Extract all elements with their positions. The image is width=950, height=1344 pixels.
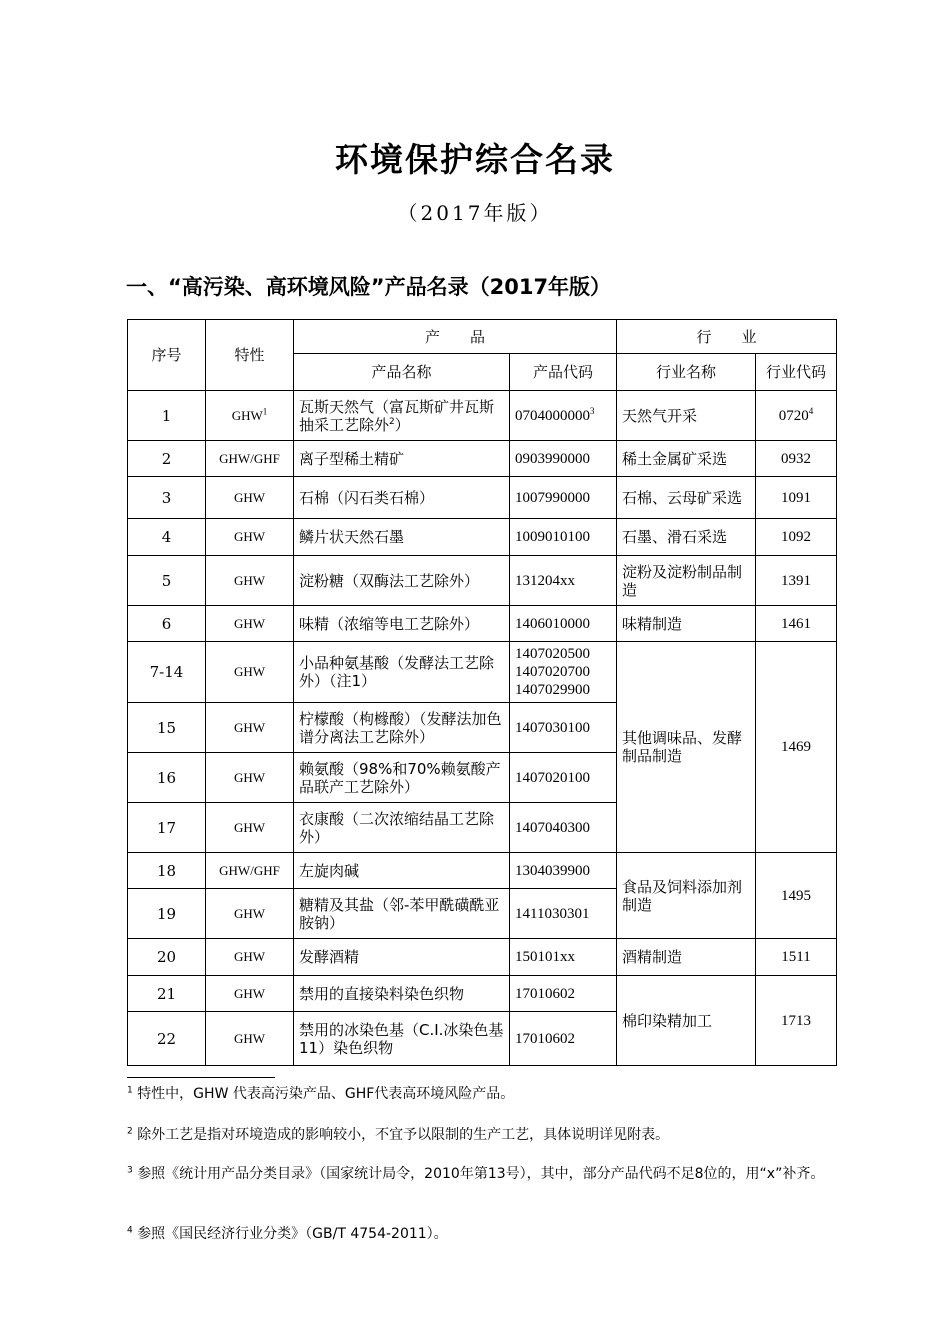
product-table [127,319,837,1066]
table-row [128,976,837,1012]
cell-industry-name: 石墨、滑石采选 [617,519,756,556]
page-title: 环境保护综合名录 [335,140,615,179]
cell-product-name: 禁用的冰染色基（C.I.冰染色基11）染色织物 [294,1012,510,1066]
cell-product-code: 17010602 [510,1012,617,1066]
cell-industry-name-merged: 食品及饲料添加剂制造 [617,853,756,939]
cell-product-name: 离子型稀土精矿 [294,441,510,477]
cell-product-code: 1407030100 [510,703,617,753]
cell-product-code: 1007990000 [510,477,617,519]
cell-seq: 17 [128,803,206,853]
cell-seq: 18 [128,853,206,889]
header-product: 产 品 [294,320,617,354]
cell-product-name: 石棉（闪石类石棉） [294,477,510,519]
cell-industry-code: 1391 [756,556,837,606]
cell-product-code: 1407020100 [510,753,617,803]
footnote-2: $^2$ 除外工艺是指对环境造成的影响较小，不宜予以限制的生产工艺，具体说明详见附表。 [127,1126,670,1143]
cell-seq: 5 [128,556,206,606]
cell-product-name: 柠檬酸（枸橼酸）（发酵法加色谱分离法工艺除外） [294,703,510,753]
cell-industry-name: 天然气开采 [617,391,756,441]
cell-property: GHW/GHF [206,441,294,477]
cell-product-name: 淀粉糖（双酶法工艺除外） [294,556,510,606]
table-row [128,642,837,703]
cell-product-code: 1411030301 [510,889,617,939]
cell-product-name: 发酵酒精 [294,939,510,976]
cell-property: GHW [206,606,294,642]
cell-industry-code: 0932 [756,441,837,477]
cell-industry-code-merged: 1469 [756,642,837,853]
cell-industry-name: 石棉、云母矿采选 [617,477,756,519]
cell-property: GHW [206,976,294,1012]
cell-industry-name: 味精制造 [617,606,756,642]
cell-industry-name-merged: 其他调味品、发酵制品制造 [617,642,756,853]
cell-property: GHW [206,703,294,753]
cell-property: GHW/GHF [206,853,294,889]
cell-product-code: 131204xx [510,556,617,606]
cell-product-code: 1406010000 [510,606,617,642]
cell-product-code: 1009010100 [510,519,617,556]
table-row [128,391,837,441]
page-subtitle: （2017年版） [397,201,553,225]
cell-product-name: 左旋肉碱 [294,853,510,889]
cell-seq: 6 [128,606,206,642]
cell-property: GHW [206,753,294,803]
cell-industry-name: 酒精制造 [617,939,756,976]
table-row [128,441,837,477]
cell-property: GHW [206,519,294,556]
header-industry-name: 行业名称 [617,354,756,391]
cell-product-code: 1304039900 [510,853,617,889]
footnote-divider [127,1077,275,1078]
cell-product-code: 150101xx [510,939,617,976]
cell-seq: 7-14 [128,642,206,703]
cell-property: GHW$^1$ [206,391,294,441]
cell-seq: 22 [128,1012,206,1066]
cell-industry-code: 1091 [756,477,837,519]
cell-product-code: 1407020500 1407020700 1407029900 [510,642,617,703]
cell-product-code: 0903990000 [510,441,617,477]
cell-property: GHW [206,889,294,939]
header-product-code: 产品代码 [510,354,617,391]
cell-seq: 19 [128,889,206,939]
cell-product-name: 糖精及其盐（邻-苯甲酰磺酰亚胺钠） [294,889,510,939]
cell-product-name: 衣康酸（二次浓缩结晶工艺除外） [294,803,510,853]
cell-industry-name: 稀土金属矿采选 [617,441,756,477]
cell-industry-name: 淀粉及淀粉制品制造 [617,556,756,606]
cell-seq: 2 [128,441,206,477]
table-row [128,939,837,976]
cell-property: GHW [206,1012,294,1066]
table-row [128,477,837,519]
cell-product-name: 瓦斯天然气（富瓦斯矿井瓦斯抽采工艺除外$^2$） [294,391,510,441]
cell-industry-code-merged: 1713 [756,976,837,1066]
cell-product-name: 赖氨酸（98%和70%赖氨酸产品联产工艺除外） [294,753,510,803]
cell-industry-code: 1461 [756,606,837,642]
cell-property: GHW [206,556,294,606]
header-industry: 行 业 [617,320,837,354]
header-product-name: 产品名称 [294,354,510,391]
cell-product-code: 0704000000$^3$ [510,391,617,441]
cell-product-name: 鳞片状天然石墨 [294,519,510,556]
cell-industry-code: 1092 [756,519,837,556]
cell-property: GHW [206,477,294,519]
table-row [128,556,837,606]
footnote-4: $^4$ 参照《国民经济行业分类》（GB/T 4754-2011）。 [127,1225,448,1242]
cell-property: GHW [206,939,294,976]
cell-product-code: 1407040300 [510,803,617,853]
table-row [128,519,837,556]
cell-seq: 21 [128,976,206,1012]
cell-seq: 3 [128,477,206,519]
header-property: 特性 [206,320,294,391]
table-row [128,853,837,889]
cell-industry-code: 0720$^4$ [756,391,837,441]
table-row [128,606,837,642]
cell-seq: 15 [128,703,206,753]
cell-industry-name-merged: 棉印染精加工 [617,976,756,1066]
cell-seq: 4 [128,519,206,556]
cell-industry-code-merged: 1495 [756,853,837,939]
footnote-3: $^3$ 参照《统计用产品分类目录》（国家统计局令，2010年第13号），其中，部分产品代码不足8位的，用“x”补齐。 [127,1165,825,1182]
cell-product-name: 禁用的直接染料染色织物 [294,976,510,1012]
footnote-1: $^1$ 特性中，GHW 代表高污染产品、GHF代表高环境风险产品。 [127,1085,515,1102]
cell-seq: 16 [128,753,206,803]
header-seq: 序号 [128,320,206,391]
cell-product-code: 17010602 [510,976,617,1012]
cell-industry-code: 1511 [756,939,837,976]
cell-seq: 20 [128,939,206,976]
section-heading: 一、“高污染、高环境风险”产品名录（2017年版） [126,275,612,299]
cell-property: GHW [206,803,294,853]
header-industry-code: 行业代码 [756,354,837,391]
cell-property: GHW [206,642,294,703]
cell-product-name: 味精（浓缩等电工艺除外） [294,606,510,642]
cell-product-name: 小品种氨基酸（发酵法工艺除外）（注1） [294,642,510,703]
cell-seq: 1 [128,391,206,441]
